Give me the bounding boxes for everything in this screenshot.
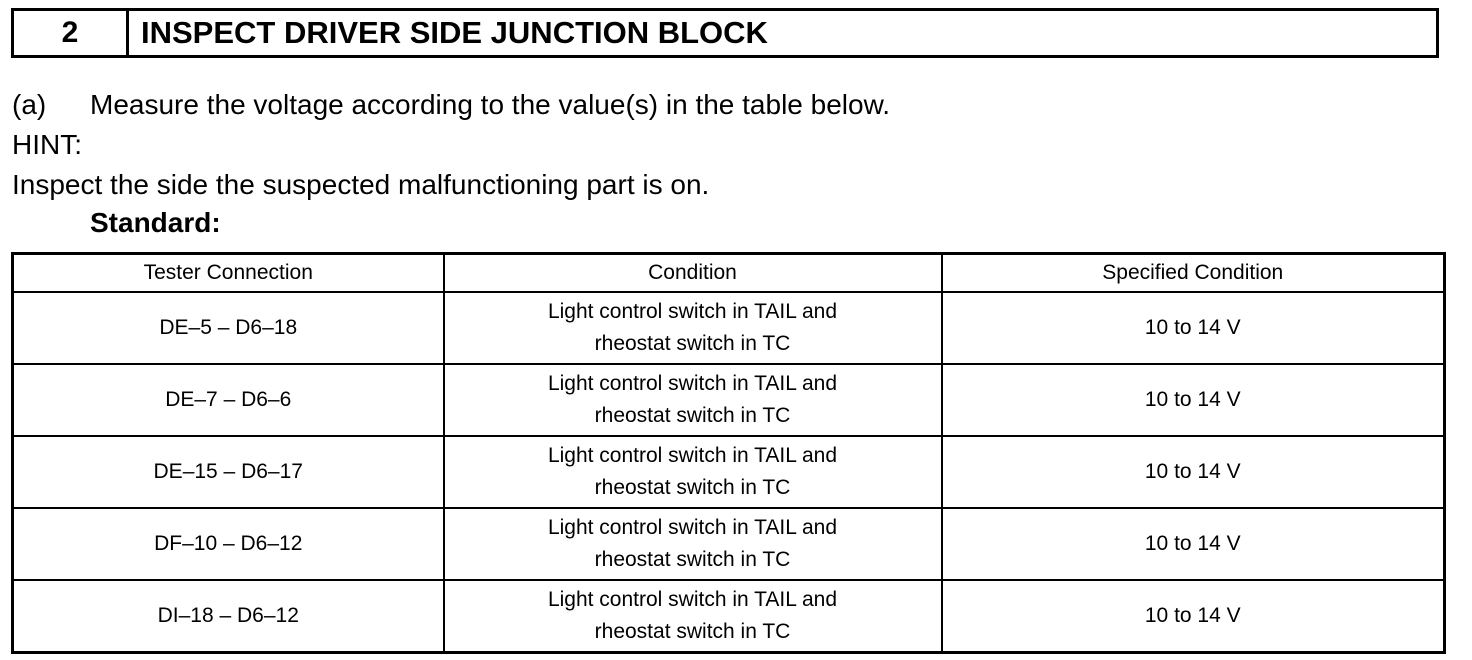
condition-line-1: Light control switch in TAIL and: [547, 588, 838, 611]
column-header-tester-connection: Tester Connection: [13, 254, 444, 293]
condition-line-1: Light control switch in TAIL and: [547, 300, 838, 323]
column-header-specified-condition: Specified Condition: [942, 254, 1445, 293]
table-row: [13, 580, 1445, 653]
specified-condition-cell: 10 to 14 V: [942, 292, 1445, 364]
specified-condition-cell: 10 to 14 V: [942, 580, 1445, 653]
tester-connection-cell: DE–15 – D6–17: [13, 436, 444, 508]
tester-connection-cell: DE–7 – D6–6: [13, 364, 444, 436]
step-number: 2: [14, 11, 129, 55]
tester-connection-cell: DI–18 – D6–12: [13, 580, 444, 653]
condition-cell: [444, 508, 942, 580]
column-header-condition: Condition: [444, 254, 942, 293]
tester-connection-cell: DE–5 – D6–18: [13, 292, 444, 364]
condition-line-2: rheostat switch in TC: [594, 404, 791, 427]
step-title: INSPECT DRIVER SIDE JUNCTION BLOCK: [141, 15, 768, 50]
condition-line-2: rheostat switch in TC: [594, 332, 791, 355]
condition-cell: [444, 580, 942, 653]
standard-label: Standard:: [90, 207, 221, 238]
hint-text: Inspect the side the suspected malfunctioning part is on.: [12, 169, 710, 200]
condition-line-2: rheostat switch in TC: [594, 476, 791, 499]
table-row: [13, 292, 1445, 364]
standard-table: [11, 252, 1446, 654]
instruction-text: Measure the voltage according to the value(s) in the table below.: [90, 89, 891, 120]
table-row: [13, 364, 1445, 436]
specified-condition-cell: 10 to 14 V: [942, 364, 1445, 436]
step-header: [11, 8, 1439, 58]
hint-label: HINT:: [12, 129, 82, 160]
condition-line-2: rheostat switch in TC: [594, 548, 791, 571]
table-row: [13, 436, 1445, 508]
condition-line-2: rheostat switch in TC: [594, 620, 791, 643]
tester-connection-cell: DF–10 – D6–12: [13, 508, 444, 580]
condition-line-1: Light control switch in TAIL and: [547, 372, 838, 395]
specified-condition-cell: 10 to 14 V: [942, 508, 1445, 580]
instruction-line: [12, 88, 890, 122]
condition-cell: [444, 436, 942, 508]
instruction-label: (a): [12, 89, 47, 120]
table-header-row: [13, 254, 1445, 293]
condition-cell: [444, 364, 942, 436]
condition-cell: [444, 292, 942, 364]
specified-condition-cell: 10 to 14 V: [942, 436, 1445, 508]
table-row: [13, 508, 1445, 580]
condition-line-1: Light control switch in TAIL and: [547, 444, 838, 467]
condition-line-1: Light control switch in TAIL and: [547, 516, 838, 539]
